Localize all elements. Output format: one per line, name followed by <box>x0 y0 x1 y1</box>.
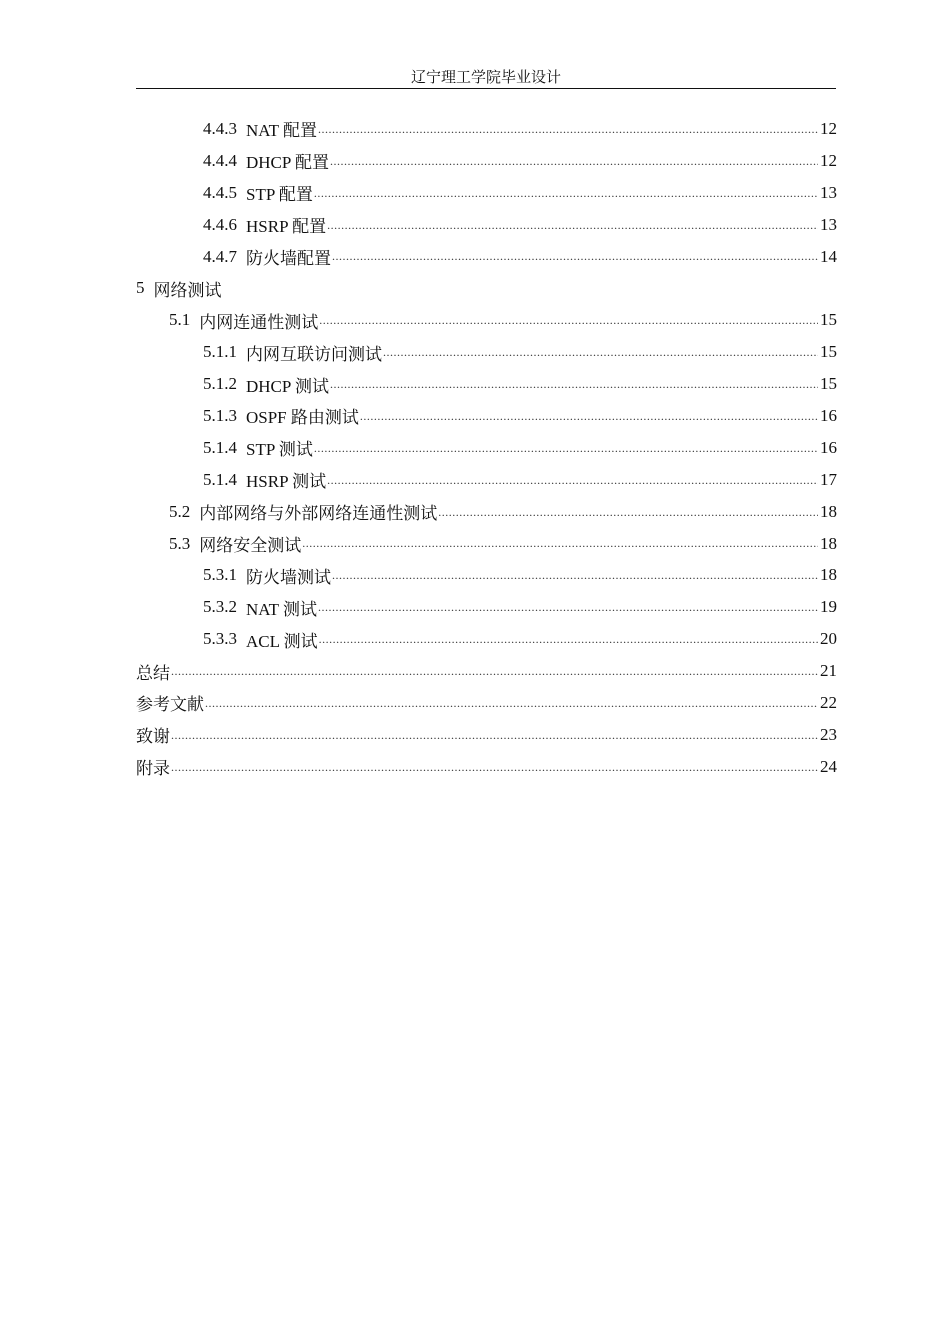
toc-entry-number: 5.3 <box>169 533 191 553</box>
toc-entry-page: 12 <box>820 118 837 138</box>
table-of-contents <box>136 113 837 783</box>
toc-dot-leader <box>327 216 818 234</box>
toc-entry[interactable] <box>136 177 837 209</box>
toc-dot-leader <box>332 247 818 265</box>
toc-entry-page: 23 <box>820 724 837 744</box>
toc-entry-number: 5.3.2 <box>203 597 237 617</box>
toc-dot-leader <box>330 375 818 393</box>
toc-entry-title: 内网互联访问测试 <box>246 344 382 364</box>
toc-entry-title: NAT 配置 <box>246 121 317 141</box>
toc-entry[interactable] <box>136 687 837 719</box>
toc-entry[interactable] <box>136 145 837 177</box>
toc-entry-page: 24 <box>820 756 837 776</box>
toc-entry-title: STP 测试 <box>246 440 313 460</box>
toc-entry-number: 4.4.7 <box>203 246 237 266</box>
toc-entry-title: 附录 <box>136 759 170 779</box>
toc-dot-leader <box>314 184 818 202</box>
toc-entry-title: STP 配置 <box>246 185 313 205</box>
toc-dot-leader <box>171 758 818 776</box>
toc-entry-number: 5 <box>136 278 145 298</box>
toc-entry[interactable] <box>136 464 837 496</box>
toc-dot-leader <box>332 566 818 584</box>
toc-entry[interactable] <box>136 559 837 591</box>
toc-entry-title: OSPF 路由测试 <box>246 408 359 428</box>
toc-entry[interactable] <box>136 304 837 336</box>
toc-entry-page: 18 <box>820 565 837 585</box>
toc-dot-leader <box>205 694 818 712</box>
header-divider <box>136 88 836 89</box>
toc-entry-page: 20 <box>820 629 837 649</box>
toc-entry-title: 网络安全测试 <box>199 536 302 556</box>
toc-dot-leader <box>438 503 818 521</box>
toc-entry[interactable] <box>136 623 837 655</box>
toc-entry-number: 4.4.6 <box>203 214 237 234</box>
toc-entry-number: 5.1.2 <box>203 374 237 394</box>
toc-entry-title: DHCP 配置 <box>246 153 329 173</box>
toc-entry-page: 16 <box>820 437 837 457</box>
toc-dot-leader <box>171 726 818 744</box>
toc-entry[interactable] <box>136 400 837 432</box>
toc-entry-page: 15 <box>820 374 837 394</box>
toc-entry-number: 5.1 <box>169 310 191 330</box>
toc-entry-page: 14 <box>820 246 837 266</box>
toc-entry[interactable] <box>136 655 837 687</box>
toc-entry-number: 5.2 <box>169 501 191 521</box>
toc-dot-leader <box>360 407 818 425</box>
toc-entry-page: 21 <box>820 661 837 681</box>
toc-entry-page: 17 <box>820 469 837 489</box>
toc-dot-leader <box>314 439 818 457</box>
toc-entry-number: 5.3.3 <box>203 629 237 649</box>
toc-entry-title: DHCP 测试 <box>246 376 329 396</box>
toc-entry[interactable] <box>136 368 837 400</box>
toc-entry-page: 15 <box>820 342 837 362</box>
toc-dot-leader <box>318 120 818 138</box>
toc-entry-title: 致谢 <box>136 727 170 747</box>
toc-entry-page: 22 <box>820 692 837 712</box>
toc-dot-leader <box>327 471 818 489</box>
toc-entry-number: 5.1.3 <box>203 405 237 425</box>
toc-entry[interactable] <box>136 528 837 560</box>
toc-entry-number: 5.3.1 <box>203 565 237 585</box>
toc-entry-page: 13 <box>820 182 837 202</box>
toc-entry[interactable] <box>136 336 837 368</box>
toc-dot-leader <box>319 311 818 329</box>
toc-entry-title: HSRP 测试 <box>246 472 327 492</box>
toc-dot-leader <box>319 630 818 648</box>
toc-entry-title: 参考文献 <box>136 695 204 715</box>
toc-entry[interactable] <box>136 496 837 528</box>
toc-entry-title: ACL 测试 <box>246 631 318 651</box>
toc-entry-title: NAT 测试 <box>246 599 317 619</box>
toc-entry[interactable] <box>136 719 837 751</box>
toc-entry-number: 4.4.5 <box>203 182 237 202</box>
toc-entry-number: 5.1.4 <box>203 437 237 457</box>
toc-entry-page: 18 <box>820 501 837 521</box>
toc-entry[interactable] <box>136 241 837 273</box>
toc-entry[interactable] <box>136 751 837 783</box>
toc-entry-number: 5.1.1 <box>203 342 237 362</box>
toc-entry[interactable] <box>136 113 837 145</box>
toc-entry[interactable] <box>136 209 837 241</box>
toc-dot-leader <box>171 662 818 680</box>
toc-dot-leader <box>318 598 818 616</box>
toc-entry-page: 19 <box>820 597 837 617</box>
toc-entry-page: 12 <box>820 150 837 170</box>
toc-entry-title: 防火墙测试 <box>246 567 331 587</box>
toc-entry-title: HSRP 配置 <box>246 217 327 237</box>
toc-entry-title: 总结 <box>136 663 170 683</box>
toc-entry[interactable] <box>136 591 837 623</box>
toc-dot-leader <box>302 534 818 552</box>
toc-entry-number: 4.4.4 <box>203 150 237 170</box>
toc-dot-leader <box>330 152 818 170</box>
toc-entry-title: 内部网络与外部网络连通性测试 <box>199 504 438 524</box>
page-header: 辽宁理工学院毕业设计 <box>410 70 561 86</box>
toc-entry-title: 内网连通性测试 <box>199 312 319 332</box>
toc-entry-number: 4.4.3 <box>203 118 237 138</box>
toc-entry-page: 18 <box>820 533 837 553</box>
toc-entry[interactable] <box>136 432 837 464</box>
toc-entry-page: 15 <box>820 310 837 330</box>
toc-entry-page: 16 <box>820 405 837 425</box>
toc-entry-title: 网络测试 <box>153 280 222 300</box>
toc-dot-leader <box>383 343 818 361</box>
toc-entry-number: 5.1.4 <box>203 469 237 489</box>
toc-entry-title: 防火墙配置 <box>246 249 331 268</box>
toc-entry[interactable] <box>136 272 837 304</box>
toc-entry-page: 13 <box>820 214 837 234</box>
